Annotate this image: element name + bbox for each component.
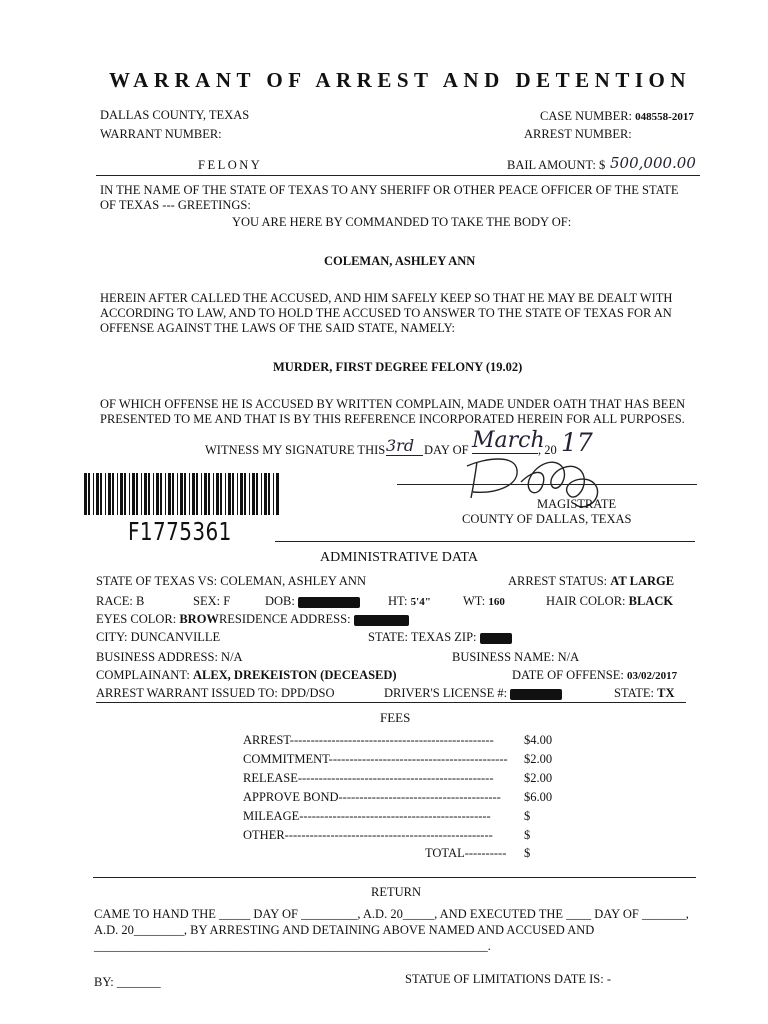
witness-month-handwritten: March bbox=[472, 428, 545, 453]
bail-amount-handwritten: 500,000.00 bbox=[610, 154, 696, 172]
redaction bbox=[354, 615, 409, 626]
dob-label: DOB: bbox=[265, 594, 295, 608]
height-label: HT: bbox=[388, 594, 408, 608]
sex-value: F bbox=[223, 594, 231, 608]
paragraph-line-3: OFFENSE AGAINST THE LAWS OF THE SAID STATE, NAMELY: bbox=[100, 321, 455, 335]
fee-amount: $4.00 bbox=[524, 733, 553, 747]
barcode-bar bbox=[216, 473, 219, 515]
fee-row bbox=[243, 752, 563, 768]
fee-row bbox=[243, 790, 563, 806]
fee-row bbox=[243, 809, 563, 825]
divider bbox=[96, 175, 700, 176]
barcode-bar bbox=[204, 473, 207, 515]
barcode-bar bbox=[244, 473, 246, 515]
state-vs-label: STATE OF TEXAS VS: bbox=[96, 574, 218, 588]
eyes-residence bbox=[96, 612, 409, 627]
complainant-label: COMPLAINANT: bbox=[96, 668, 190, 682]
barcode-bar bbox=[108, 473, 111, 515]
fees-heading: FEES bbox=[380, 710, 411, 725]
barcode-bar bbox=[112, 473, 114, 515]
race-label: RACE: bbox=[96, 594, 133, 608]
fee-amount: $ bbox=[524, 809, 531, 823]
fee-amount: $6.00 bbox=[524, 790, 553, 804]
witness-day-of: DAY OF bbox=[424, 443, 469, 457]
barcode-bar bbox=[165, 473, 166, 515]
drivers-license bbox=[384, 686, 562, 701]
complainant bbox=[96, 668, 397, 683]
date-offense-label: DATE OF OFFENSE: bbox=[512, 668, 624, 682]
redaction bbox=[510, 689, 562, 700]
barcode-bar bbox=[225, 473, 226, 515]
date-of-offense bbox=[512, 668, 677, 684]
state-vs bbox=[96, 574, 366, 589]
fees-total-amount: $ bbox=[524, 846, 531, 860]
divider bbox=[93, 877, 696, 878]
barcode-bar bbox=[220, 473, 222, 515]
barcode-bar bbox=[228, 473, 231, 515]
fee-row bbox=[243, 771, 563, 787]
county-of-label: COUNTY OF DALLAS, TEXAS bbox=[462, 512, 632, 526]
divider bbox=[275, 541, 695, 542]
date-offense-value: 03/02/2017 bbox=[626, 670, 678, 682]
weight-label: WT: bbox=[463, 594, 486, 608]
paragraph-line-2: ACCORDING TO LAW, AND TO HOLD THE ACCUSED TO ANSWER TO THE STATE OF TEXAS FOR AN bbox=[100, 306, 672, 320]
barcode-bar bbox=[192, 473, 195, 515]
greeting-line-1: IN THE NAME OF THE STATE OF TEXAS TO ANY SHERIFF OR OTHER PEACE OFFICER OF THE STATE bbox=[100, 183, 679, 197]
greeting-line-2: OF TEXAS --- GREETINGS: bbox=[100, 198, 251, 212]
race bbox=[96, 594, 144, 609]
barcode-bar bbox=[144, 473, 147, 515]
offense: MURDER, FIRST DEGREE FELONY (19.02) bbox=[273, 360, 523, 374]
city bbox=[96, 630, 220, 645]
business-name-label: BUSINESS NAME: bbox=[452, 650, 555, 664]
fee-label: MILEAGE---------------------------------------------- bbox=[243, 809, 491, 823]
barcode-bar bbox=[189, 473, 190, 515]
barcode-bar bbox=[196, 473, 198, 515]
bail-label: BAIL AMOUNT: $ bbox=[507, 158, 606, 172]
fee-label: APPROVE BOND--------------------------------------- bbox=[243, 790, 501, 804]
sex bbox=[193, 594, 230, 609]
residence-label: RESIDENCE ADDRESS: bbox=[218, 612, 351, 626]
zip-label: ZIP: bbox=[454, 630, 477, 644]
dob bbox=[265, 594, 360, 609]
barcode-bar bbox=[96, 473, 99, 515]
admin-heading: ADMINISTRATIVE DATA bbox=[320, 550, 478, 565]
barcode-bar bbox=[240, 473, 243, 515]
witness-prefix: WITNESS MY SIGNATURE THIS bbox=[205, 443, 386, 457]
height bbox=[388, 594, 431, 610]
fees-total-label: TOTAL---------- bbox=[425, 846, 507, 860]
eyes-value: BROW bbox=[179, 612, 219, 626]
witness-year-prefix: , 20 bbox=[538, 443, 557, 457]
dl-label: DRIVER'S LICENSE #: bbox=[384, 686, 508, 700]
barcode-bar bbox=[84, 473, 87, 515]
barcode-bar bbox=[249, 473, 250, 515]
weight bbox=[463, 594, 505, 610]
arrest-status-value: AT LARGE bbox=[610, 574, 675, 588]
warrant-number-label: WARRANT NUMBER: bbox=[100, 127, 222, 141]
arrest-status-label: ARREST STATUS: bbox=[508, 574, 608, 588]
dl-state-value: TX bbox=[657, 686, 675, 700]
barcode-bar bbox=[100, 473, 102, 515]
case-number-label: CASE NUMBER: bbox=[540, 109, 633, 123]
signature-line bbox=[397, 484, 697, 485]
city-value: DUNCANVILLE bbox=[130, 630, 221, 644]
felony-class: FELONY bbox=[198, 158, 263, 172]
barcode-bar bbox=[201, 473, 202, 515]
eyes-label: EYES COLOR: bbox=[96, 612, 177, 626]
race-value: B bbox=[135, 594, 145, 608]
barcode-bar bbox=[184, 473, 186, 515]
barcode-bar bbox=[129, 473, 130, 515]
county-label: DALLAS COUNTY, TEXAS bbox=[100, 108, 250, 122]
complainant-value: ALEX, DREKEISTON (DECEASED) bbox=[192, 668, 397, 682]
return-line-2: A.D. 20________, BY ARRESTING AND DETAINING ABOVE NAMED AND ACCUSED AND bbox=[94, 923, 595, 937]
barcode-bar bbox=[261, 473, 262, 515]
business-name bbox=[452, 650, 579, 665]
barcode-bar bbox=[276, 473, 279, 515]
barcode-bar bbox=[148, 473, 150, 515]
barcode-bar bbox=[153, 473, 154, 515]
barcode-bar bbox=[141, 473, 142, 515]
arrest-number-label: ARREST NUMBER: bbox=[524, 127, 632, 141]
state-label: STATE: bbox=[368, 630, 408, 644]
weight-value: 160 bbox=[488, 596, 505, 608]
barcode-bar bbox=[156, 473, 159, 515]
barcode-bar bbox=[256, 473, 258, 515]
barcode-bar bbox=[208, 473, 210, 515]
barcode-bar bbox=[88, 473, 90, 515]
barcode-bar bbox=[120, 473, 123, 515]
dl-state bbox=[614, 686, 674, 701]
barcode-bar bbox=[172, 473, 174, 515]
fee-amount: $2.00 bbox=[524, 752, 553, 766]
accused-name: COLEMAN, ASHLEY ANN bbox=[324, 254, 476, 268]
fee-label: COMMITMENT------------------------------------------- bbox=[243, 752, 508, 766]
sex-label: SEX: bbox=[193, 594, 221, 608]
barcode-bar bbox=[105, 473, 106, 515]
statute-of-limitations: STATUE OF LIMITATIONS DATE IS: - bbox=[405, 972, 611, 986]
barcode-bar bbox=[160, 473, 162, 515]
hair-value: BLACK bbox=[628, 594, 674, 608]
barcode-bar bbox=[117, 473, 118, 515]
fee-amount: $2.00 bbox=[524, 771, 553, 785]
return-line-3: _______________________________________________________________. bbox=[94, 939, 491, 953]
issued-to-label: ARREST WARRANT ISSUED TO: bbox=[96, 686, 278, 700]
witness-day-handwritten: 3rd bbox=[386, 436, 423, 456]
barcode-bar bbox=[180, 473, 183, 515]
barcode-bar bbox=[132, 473, 135, 515]
page-title: WARRANT OF ARREST AND DETENTION bbox=[108, 68, 692, 92]
witness-year-handwritten: 17 bbox=[561, 428, 593, 457]
arrest-status bbox=[508, 574, 674, 589]
case-number-value: 048558-2017 bbox=[635, 111, 694, 123]
fee-label: OTHER-------------------------------------------------- bbox=[243, 828, 493, 842]
barcode-bar bbox=[268, 473, 270, 515]
dl-state-label: STATE: bbox=[614, 686, 654, 700]
hair-label: HAIR COLOR: bbox=[546, 594, 626, 608]
barcode-bar bbox=[136, 473, 138, 515]
barcode-bar bbox=[252, 473, 255, 515]
issued-to bbox=[96, 686, 335, 701]
paragraph-line-1: HEREIN AFTER CALLED THE ACCUSED, AND HIM SAFELY KEEP SO THAT HE MAY BE DEALT WITH bbox=[100, 291, 673, 305]
by-line: BY: _______ bbox=[94, 975, 161, 989]
business-address-label: BUSINESS ADDRESS: bbox=[96, 650, 218, 664]
state-vs-value: COLEMAN, ASHLEY ANN bbox=[220, 574, 366, 588]
barcode-bar bbox=[213, 473, 214, 515]
business-address bbox=[96, 650, 243, 665]
paragraph-line-5: PRESENTED TO ME AND THAT IS BY THIS REFERENCE INCORPORATED HEREIN FOR ALL PURPOSES. bbox=[100, 412, 685, 426]
barcode-bar bbox=[237, 473, 238, 515]
return-line-1: CAME TO HAND THE _____ DAY OF _________, A.D. 20_____, AND EXECUTED THE ____ DAY OF _______, bbox=[94, 907, 689, 921]
state-value: TEXAS bbox=[410, 630, 452, 644]
business-address-value: N/A bbox=[221, 650, 243, 664]
return-heading: RETURN bbox=[371, 885, 421, 899]
magistrate-label: MAGISTRATE bbox=[537, 497, 617, 511]
hair-color bbox=[546, 594, 673, 609]
barcode-bar bbox=[124, 473, 126, 515]
barcode-bar bbox=[177, 473, 178, 515]
redaction bbox=[480, 633, 512, 644]
barcode bbox=[84, 473, 280, 523]
divider bbox=[96, 702, 686, 703]
fee-amount: $ bbox=[524, 828, 531, 842]
barcode-bar bbox=[168, 473, 171, 515]
fee-label: ARREST------------------------------------------------- bbox=[243, 733, 494, 747]
barcode-bar bbox=[93, 473, 94, 515]
state-zip bbox=[368, 630, 512, 645]
barcode-number: F1775361 bbox=[128, 517, 232, 546]
command-text: YOU ARE HERE BY COMMANDED TO TAKE THE BODY OF: bbox=[232, 215, 572, 229]
fee-label: RELEASE----------------------------------------------- bbox=[243, 771, 494, 785]
barcode-bar bbox=[264, 473, 267, 515]
fee-row bbox=[243, 733, 563, 749]
height-value: 5'4" bbox=[410, 596, 431, 608]
redaction bbox=[298, 597, 360, 608]
fee-row bbox=[243, 828, 563, 844]
barcode-bar bbox=[232, 473, 234, 515]
business-name-value: N/A bbox=[557, 650, 580, 664]
issued-to-value: DPD/DSO bbox=[281, 686, 335, 700]
paragraph-line-4: OF WHICH OFFENSE HE IS ACCUSED BY WRITTEN COMPLAIN, MADE UNDER OATH THAT HAS BEEN bbox=[100, 397, 686, 411]
case-number bbox=[540, 109, 694, 124]
barcode-bar bbox=[273, 473, 274, 515]
city-label: CITY: bbox=[96, 630, 128, 644]
